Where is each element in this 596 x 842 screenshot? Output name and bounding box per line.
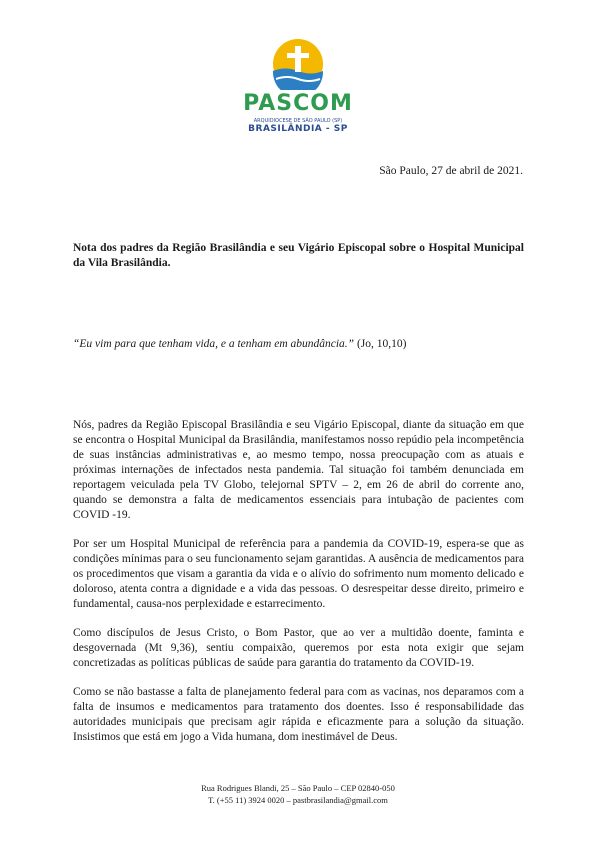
footer xyxy=(0,782,596,806)
body-paragraph: Como discípulos de Jesus Cristo, o Bom Pastor, que ao ver a multidão doente, faminta e desgovernada (Mt 9,36), sentiu compaixão, queremos por esta nota exigir que sejam concretizadas as políticas públicas de saúde para garantia do tratamento da COVID-19. xyxy=(73,627,524,669)
brand-name: PASCOM xyxy=(243,91,353,116)
archdiocese-label: ARQUIDIOCESE DE SÃO PAULO (SP) xyxy=(253,118,343,124)
region-label: BRASILÂNDIA - SP xyxy=(248,124,348,134)
document-body xyxy=(73,418,524,759)
cross-over-waves-icon xyxy=(272,38,324,90)
document-title: Nota dos padres da Região Brasilândia e seu Vigário Episcopal sobre o Hospital Municipal da Vila Brasilândia. xyxy=(73,242,524,269)
document-date: São Paulo, 27 de abril de 2021. xyxy=(379,165,523,177)
body-paragraph: Nós, padres da Região Episcopal Brasilândia e seu Vigário Episcopal, diante da situação em que se encontra o Hospital Municipal da Brasilândia, manifestamos nosso repúdio pela incompetência de suas instâncias administrativas e, ao mesmo tempo, nossa preocupação com as atuais e próximas internações de infectados nesta pandemia. Tal situação foi também denunciada em reportagem veiculada pela TV Globo, telejornal SPTV – 2, em 26 de abril do corrente ano, quando se demonstra a falta de medicamentos essenciais para intubação de pacientes com COVID -19. xyxy=(73,419,524,521)
epigraph-reference: (Jo, 10,10) xyxy=(356,338,407,350)
body-paragraph: Por ser um Hospital Municipal de referência para a pandemia da COVID-19, espera-se que as condições mínimas para o seu funcionamento sejam garantidas. A ausência de medicamentos para os procedimentos que visam a garantia da vida e o alívio do sofrimento num momento delicado e doloroso, atenta contra a dignidade e a vida das pessoas. O desrespeitar desse direito, primeiro e fundamental, causa-nos perplexidade e estarrecimento. xyxy=(73,538,524,610)
footer-address: Rua Rodrigues Blandi, 25 – São Paulo – CEP 02840-050 xyxy=(201,783,395,793)
epigraph xyxy=(73,337,524,351)
letterhead-logo xyxy=(0,38,596,134)
body-paragraph: Como se não bastasse a falta de planejamento federal para com as vacinas, nos deparamos com a falta de insumos e medicamentos para tratamento dos doentes. Isso é responsabilidade das autoridades municipais que precisam agir rápida e eficazmente para a solução da situação. Insistimos que está em jogo a Vida humana, dom inestimável de Deus. xyxy=(73,686,524,743)
footer-contact: T. (+55 11) 3924 0020 – pastbrasilandia@gmail.com xyxy=(208,795,388,805)
epigraph-text: “Eu vim para que tenham vida, e a tenham em abundância.” xyxy=(73,338,355,350)
